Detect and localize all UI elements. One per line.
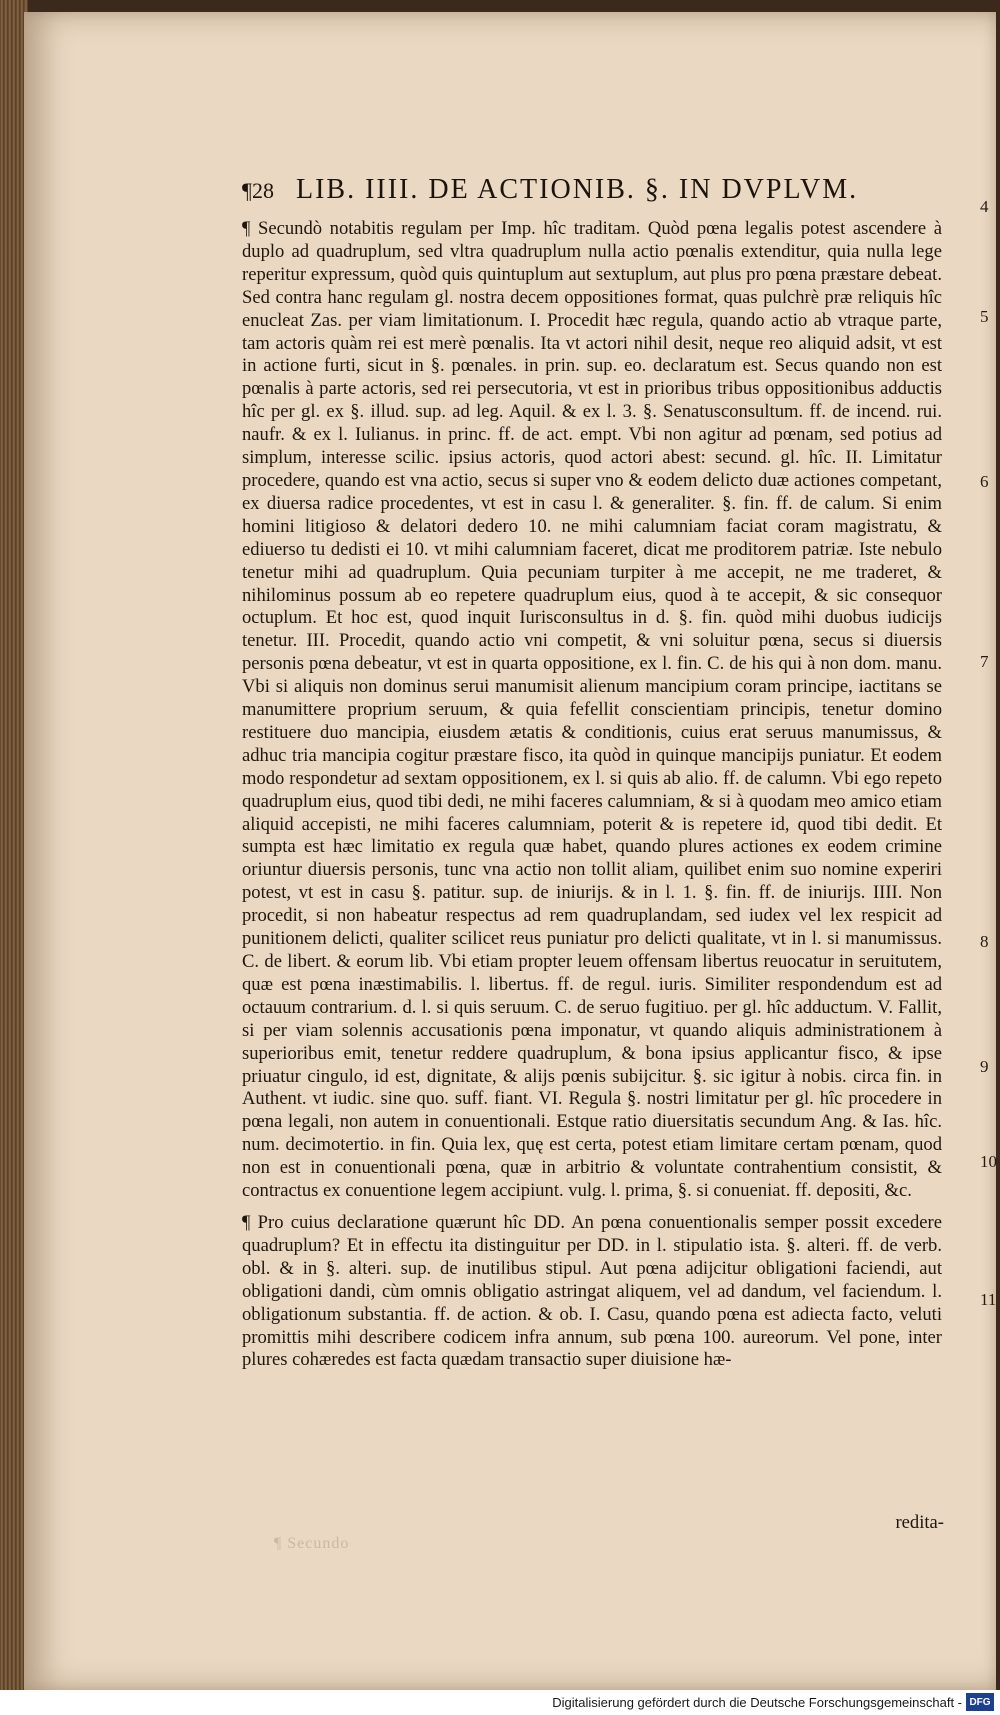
margin-number: 11 <box>980 1290 997 1309</box>
running-head <box>242 174 942 210</box>
margin-number: 9 <box>980 1057 989 1076</box>
margin-number: 10 <box>980 1152 997 1171</box>
margin-numbers <box>980 12 1000 1690</box>
folio-number: ¶28 <box>242 178 274 203</box>
margin-number: 8 <box>980 932 989 951</box>
book-page <box>24 12 996 1690</box>
footer-bar <box>0 1690 1000 1715</box>
running-title: LIB. IIII. DE ACTIONIB. §. IN DVPLVM. <box>295 174 859 205</box>
show-through-text: ¶ Secundo <box>274 1535 350 1552</box>
paragraph: ¶ Pro cuius declaratione quærunt hîc DD. An pœna conuentionalis semper possit excedere quadruplum? Et in effectu ita distinguitur per DD. in l. stipulatio ista. §. alteri. ff. de verb. obl. & in §. alteri. sup. de inutilibus stipul. Aut pœna adijcitur obligationi faciendi, aut obligationi dandi, cùm omnis obligatio astringat aliquem, vel ad dandum, vel faciendum. l. obligationum substantia. ff. de action. & ob. I. Casu, quando pœna est adiecta facto, veluti promittis mihi describere codicem infra annum, sub pœna 100. aureorum. Vel pone, inter plures cohæredes est facta quædam transactio super diuisione hæ- <box>242 1211 942 1371</box>
margin-number: 5 <box>980 307 989 326</box>
margin-number: 6 <box>980 472 989 491</box>
body-text <box>242 218 942 1372</box>
margin-number: 7 <box>980 652 989 671</box>
footer-credit: Digitalisierung gefördert durch die Deutsche Forschungsgemeinschaft - <box>552 1695 962 1710</box>
margin-number: 4 <box>980 197 989 216</box>
dfg-logo: DFG <box>966 1693 994 1711</box>
catchword: redita- <box>895 1512 944 1533</box>
paragraph: ¶ Secundò notabitis regulam per Imp. hîc traditam. Quòd pœna legalis potest ascendere à duplo ad quadruplum, sed vltra quadruplum nulla actio pœnalis extenditur, quia nulla lege reperitur expressum, quòd quis quintuplum aut sextuplum, aut plus pro pœna præstare debeat. Sed contra hanc regulam gl. nostra decem oppositiones format, quas pulchrè præ reliquis hîc enucleat Zas. per viam limitationum. I. Procedit hæc regula, quando actio ab vtraque parte, tam actoris quàm rei est merè pœnalis. Ita vt actori nihil desit, neque reo aliquid adsit, vt est in actione furti, sicut in §. pœnales. in prin. sup. eo. declaratum est. Secus quando non est pœnalis à parte actoris, sed rei persecutoria, vt est in prioribus tribus oppositionibus adductis hîc per gl. ex §. illud. sup. ad leg. Aquil. & ex l. 3. §. Senatusconsultum. ff. de incend. rui. naufr. & ex l. Iulianus. in princ. ff. de act. empt. Vbi non agitur ad pœnam, sed potius ad simplum, interesse scilic. ipsius actoris, quod actori abest: secund. gl. hîc. II. Limitatur procedere, quando est vna actio, secus si super vno & eodem delicto duæ actiones competant, ex diuersa radice procedentes, vt est in casu l. & generaliter. §. fin. ff. de calum. Si enim homini litigioso & delatori dedero 10. ne mihi calumniam faciat coram magistratu, & ediuerso tu dedisti ei 10. vt mihi calumniam faceret, dicat me proditorem patriæ. Iste nebulo tenetur mihi ad quadruplum. Quia pecuniam turpiter à me accepit, ne me traderet, & nihilominus possum ab eo repetere quadruplum eius, quod à te accepit, & sic consequor octuplum. Et hoc est, quod inquit Iurisconsultus in d. §. fin. quòd mihi duobus iudicijs tenetur. III. Procedit, quando actio vni competit, & vni soluitur pœna, secus si diuersis personis pœna debeatur, vt est in quarta oppositione, ex l. fin. C. de his qui à non dom. manu. Vbi si aliquis non dominus serui manumisit alienum mancipium coram principe, iactitans se manumittere proprium seruum, & quia fefellit conscientiam principis, tenetur domino restituere duo mancipia, eiusdem ætatis & conditionis, cuius erat seruus manumissus, & adhuc tria mancipia cogitur præstare fisco, ita quòd in quinque mancipijs puniatur. Et eodem modo respondetur ad sextam oppositionem, ex l. si quis ab alio. ff. de calumn. Vbi ego repeto quadruplum eius, quod tibi dedi, ne mihi faceres calumniam, & si à quodam meo amico etiam aliquid accepisti, ne mihi faceres calumniam, poterit & is repetere id, quod tibi dedit. Et sumpta est hæc limitatio ex regula quæ habet, quando plures actiones ex eodem crimine oriuntur diuersis personis, tunc vna actio non tollit aliam, quilibet enim suo nomine experiri potest, vt est in casu §. patitur. sup. de iniurijs. & in l. 1. §. fin. ff. de iniurijs. IIII. Non procedit, si non habeatur respectus ad rem quadruplandam, sed iudex vel lex respicit ad punitionem delicti, qualiter scilicet reus puniatur pro delicti qualitate, vt in l. si manumissus. C. de libert. & eorum lib. Vbi etiam propter leuem offensam libertus reuocatur in seruitutem, quæ est pœna inæstimabilis. l. libertus. ff. de regul. iuris. Similiter respondendum est ad octauum contrarium. d. l. si quis seruum. C. de seruo fugitiuo. per gl. hîc adductum. V. Fallit, si per viam solennis accusationis pœna imponatur, vt quando aliquis administrationem à superioribus emit, tenetur reddere quadruplum, & bona ipsius applicantur fisco, & ipse priuatur cingulo, id est, dignitate, & alijs pœnis subijcitur. §. sic igitur à nobis. circa fin. in Authent. vt iudic. sine quo. suff. fiant. VI. Regula §. nostri limitatur per gl. hîc procedere in pœna legali, non autem in conuentionali. Estque ratio diuersitatis secundum Ang. & Ias. hîc. num. decimotertio. in fin. Quia lex, quę est certa, potest etiam limitare certam pœnam, quod non est in conuentionali pœna, quæ in arbitrio & voluntate contrahentium consistit, & contractus ex conuentione legem accipiunt. vulg. l. prima, §. si conueniat. ff. depositi, &c. <box>242 218 942 1202</box>
